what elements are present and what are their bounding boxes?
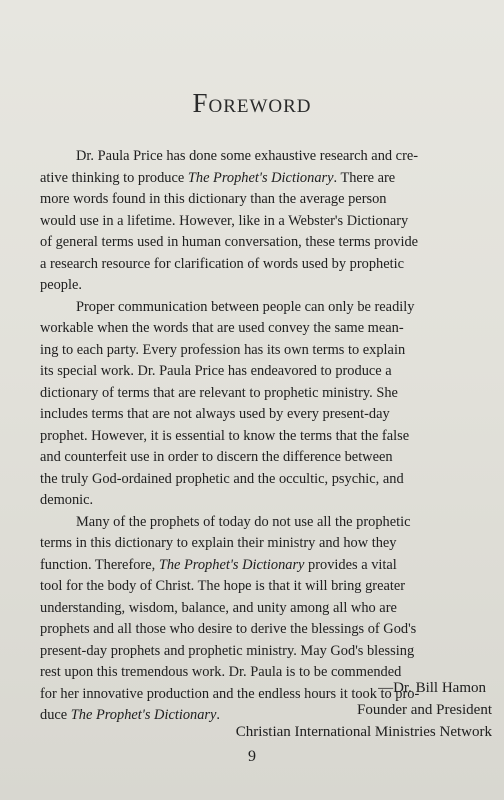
text-line: function. Therefore, The Prophet's Dictionary provides a vital xyxy=(40,556,397,573)
paragraph-1 xyxy=(40,146,490,297)
text-line: for her innovative production and the endless hours it took to pro- xyxy=(40,685,420,702)
paragraph-2 xyxy=(40,297,490,512)
text-line: understanding, wisdom, balance, and unity among all who are xyxy=(40,599,397,616)
text-line: of general terms used in human conversation, these terms provide xyxy=(40,234,419,250)
text-line: prophets and all those who desire to derive the blessings of God's xyxy=(40,621,417,637)
text-line: more words found in this dictionary than the average person xyxy=(40,191,387,207)
text-line: would use in a lifetime. However, like in a Webster's Dictionary xyxy=(40,212,409,229)
text-line: includes terms that are not always used by every present-day xyxy=(40,406,390,422)
text-line: people. xyxy=(40,277,82,293)
text-line: Proper communication between people can only be readily xyxy=(76,298,415,315)
page-title: Foreword xyxy=(192,88,312,118)
text-line: Dr. Paula Price has done some exhaustive research and cre- xyxy=(76,148,419,164)
text-line: terms in this dictionary to explain their ministry and how they xyxy=(40,535,397,551)
book-title-italic: The Prophet's Dictionary xyxy=(187,169,334,186)
text-line: the truly God-ordained prophetic and the occultic, psychic, and xyxy=(40,470,404,487)
signature-name: —Dr. Bill Hamon xyxy=(378,680,486,696)
text-line: ative thinking to produce The Prophet's Dictionary. There are xyxy=(40,169,396,186)
text-line: workable when the words that are used convey the same mean- xyxy=(40,320,404,336)
text-line: ing to each party. Every profession has its own terms to explain xyxy=(40,341,406,358)
signature-title: Founder and President xyxy=(357,702,492,718)
text-line: tool for the body of Christ. The hope is that it will bring greater xyxy=(40,578,406,594)
text-line: dictionary of terms that are relevant to prophetic ministry. She xyxy=(40,384,398,401)
text-line: demonic. xyxy=(40,492,94,508)
page-number: 9 xyxy=(248,748,256,765)
text-line: rest upon this tremendous work. Dr. Paula is to be commended xyxy=(40,664,402,680)
book-title-italic: The Prophet's Dictionary xyxy=(70,707,217,723)
text-line: present-day prophets and prophetic ministry. May God's blessing xyxy=(40,642,415,659)
text-line: duce The Prophet's Dictionary. xyxy=(40,707,221,723)
text-line: Many of the prophets of today do not use all the prophetic xyxy=(76,513,411,530)
signature-organization: Christian International Ministries Network xyxy=(235,724,492,740)
text-line: a research resource for clarification of words used by prophetic xyxy=(40,255,405,272)
text-line: its special work. Dr. Paula Price has endeavored to produce a xyxy=(40,363,392,379)
foreword-body xyxy=(40,146,490,727)
book-title-italic: The Prophet's Dictionary xyxy=(158,556,305,573)
text-line: and counterfeit use in order to discern the difference between xyxy=(40,449,393,465)
text-line: prophet. However, it is essential to know the terms that the false xyxy=(40,427,410,444)
